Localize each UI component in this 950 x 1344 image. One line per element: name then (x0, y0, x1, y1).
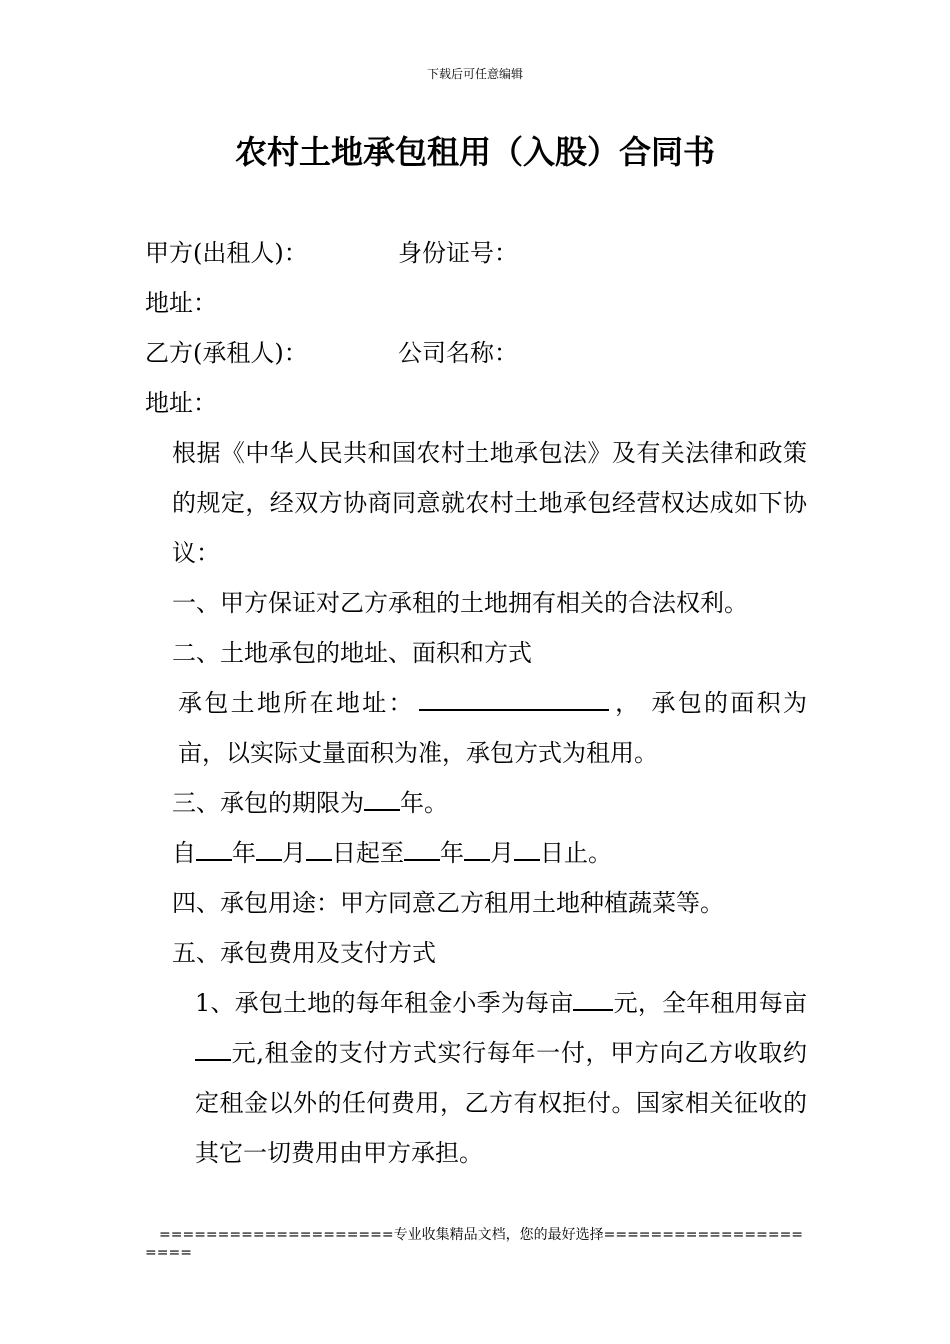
party-a-address: 地址： (145, 289, 217, 317)
term-years-blank (364, 789, 400, 811)
party-a-label: 甲方(出租人)： (145, 239, 308, 267)
period-from: 自 (172, 839, 196, 867)
clause-3-b: 年。 (400, 789, 448, 817)
clause-2-text-a: 承包土地所在地址： (178, 689, 415, 717)
party-b-address: 地址： (145, 389, 217, 417)
document-title: 农村土地承包租用（入股）合同书 (234, 133, 715, 171)
preamble-paragraph: 根据《中华人民共和国农村土地承包法》及有关法律和政策的规定，经双方协商同意就农村土地承包经营权达成如下协议： (172, 439, 807, 567)
start-day-blank (306, 839, 332, 861)
party-b-company-label: 公司名称： (398, 339, 518, 367)
clause-5-1 (145, 978, 807, 1178)
period-year-1: 年 (232, 839, 256, 867)
footer-text: ====================专业收集精品文档，您的最好选择===================== (145, 1227, 804, 1261)
period-month-2: 月 (490, 839, 514, 867)
annual-rent-blank (195, 1039, 231, 1061)
clause-5-1-c: 元,租金的支付方式实行每年一付，甲方向乙方收取约定租金以外的任何费用，乙方有权拒付。国家相关征收的其它一切费用由甲方承担。 (195, 1039, 807, 1167)
clause-2-text-b: ， 承包的面积为亩，以实际丈量面积为准，承包方式为租用。 (178, 689, 807, 767)
period-line (145, 828, 807, 878)
header-note: 下载后可任意编辑 (426, 67, 523, 81)
clause-5-1-a: 1、承包土地的每年租金小季为每亩 (195, 989, 574, 1017)
clause-3 (145, 778, 807, 828)
clause-5-title: 五、承包费用及支付方式 (172, 939, 436, 967)
contract-body (145, 228, 807, 1178)
party-a-id-label: 身份证号： (398, 239, 518, 267)
end-month-blank (464, 839, 490, 861)
clause-5-1-b: 元，全年租用每亩 (613, 989, 807, 1017)
small-season-rent-blank (573, 989, 613, 1011)
end-day-blank (514, 839, 540, 861)
footer-banner (145, 1226, 807, 1262)
period-month-1: 月 (282, 839, 306, 867)
address-blank (419, 689, 609, 711)
clause-2-title: 二、土地承包的地址、面积和方式 (172, 639, 532, 667)
party-a-row (145, 228, 807, 278)
end-year-blank (404, 839, 440, 861)
clause-3-a: 三、承包的期限为 (172, 789, 364, 817)
party-b-row (145, 328, 807, 378)
period-day-start: 日起至 (332, 839, 404, 867)
period-year-2: 年 (440, 839, 464, 867)
clause-1: 一、甲方保证对乙方承租的土地拥有相关的合法权利。 (172, 589, 748, 617)
period-day-end: 日止。 (540, 839, 612, 867)
clause-4: 四、承包用途：甲方同意乙方租用土地种植蔬菜等。 (172, 889, 724, 917)
clause-2-text (145, 678, 807, 778)
party-b-label: 乙方(承租人)： (145, 339, 308, 367)
start-month-blank (256, 839, 282, 861)
start-year-blank (196, 839, 232, 861)
